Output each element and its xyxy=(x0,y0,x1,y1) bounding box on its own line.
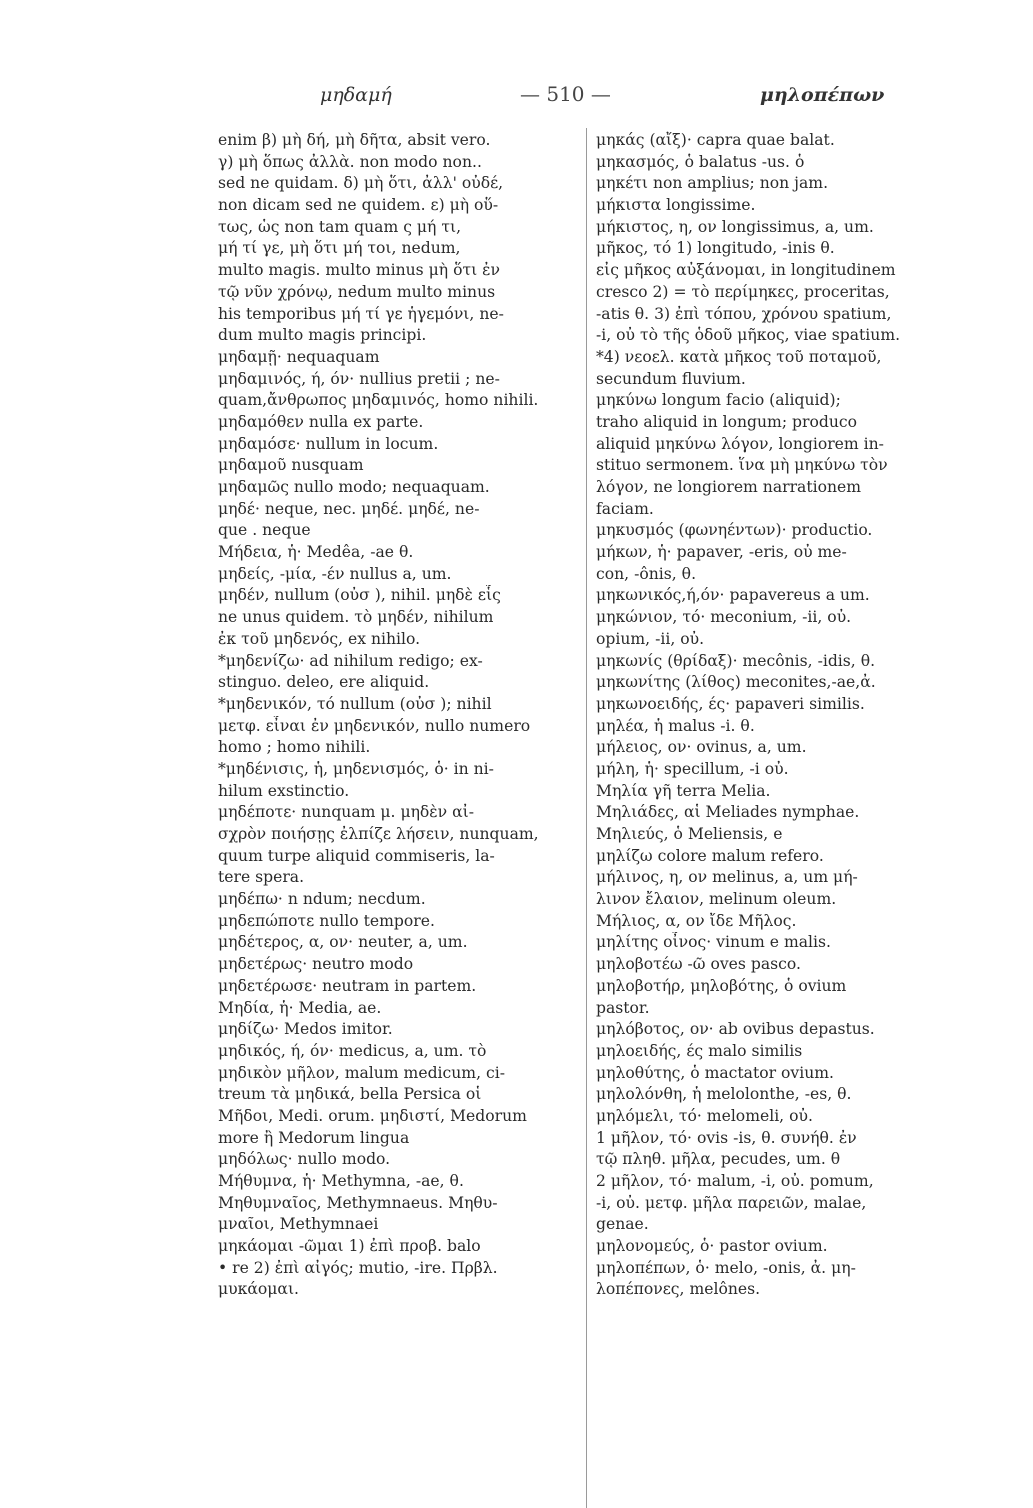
entry-line: μηδετέρως· neutro modo xyxy=(218,955,414,974)
entry-line: stituo sermonem. ἵνα μὴ μηκύνω τὸν xyxy=(596,456,888,475)
entry-line: *μηδένισις, ἡ, μηδενισμός, ὁ· in ni- xyxy=(218,759,494,778)
entry-line: μήκιστα longissime. xyxy=(596,196,756,215)
entry-line: μηκωνίς (θρίδαξ)· mecônis, -idis, θ. xyxy=(596,651,876,670)
entry-line: non dicam sed ne quidem. ε) μὴ οὕ- xyxy=(218,196,499,215)
entry-line: μηλόβοτος, ον· ab ovibus depastus. xyxy=(596,1020,875,1039)
entry-line: μηκάς (αἴξ)· capra quae balat. xyxy=(596,131,835,149)
entry-line: traho aliquid in longum; produco xyxy=(596,412,858,431)
entry-line: μηλίζω colore malum refero. xyxy=(596,846,824,865)
entry-line: treum τὰ μηδικά, bella Persica οἱ xyxy=(218,1085,482,1104)
entry-line: μηδαμόθεν nulla ex parte. xyxy=(218,412,424,431)
entry-line: sed ne quidam. δ) μὴ ὅτι, ἀλλ' οὐδέ, xyxy=(218,174,504,193)
entry-line: γ) μὴ ὅπως ἀλλὰ. non modo non.. xyxy=(218,152,482,171)
entry-line: μηλέα, ἡ malus -i. θ. xyxy=(596,716,755,735)
entry-line: μήλη, ἡ· specillum, -i οὐ. xyxy=(596,759,789,778)
entry-line: multo magis. multo minus μὴ ὅτι ἐν xyxy=(218,261,501,280)
entry-line: μηκωνοειδής, ές· papaveri similis. xyxy=(596,694,865,713)
entry-line: μηδαμῶς nullo modo; nequaquam. xyxy=(218,478,490,496)
entry-line: τῷ πληθ. μῆλα, pecudes, um. θ xyxy=(596,1150,841,1169)
entry-line: aliquid μηκύνω λόγον, longiorem in- xyxy=(596,434,884,453)
entry-line: μηλοειδής, ές malo similis xyxy=(596,1041,803,1060)
entry-line: λοπέπονες, melônes. xyxy=(596,1280,761,1299)
entry-line: μήκιστος, η, ον longissimus, a, um. xyxy=(596,217,874,236)
entry-line: Μηλιεύς, ὁ Meliensis, e xyxy=(596,825,783,843)
column-divider xyxy=(586,128,587,1508)
entry-line: μηλοπέπων, ὁ· melo, -onis, ἀ. μη- xyxy=(596,1258,856,1277)
entry-line: μηλοβοτέω -ῶ oves pasco. xyxy=(596,955,801,974)
entry-line: que . neque xyxy=(218,521,311,540)
entry-line: *μηδενικόν, τό nullum (οὐσ ); nihil xyxy=(218,694,492,713)
entry-line: μηδικὸν μῆλον, malum medicum, ci- xyxy=(218,1063,505,1082)
entry-line: μή τί γε, μὴ ὅτι μή τοι, nedum, xyxy=(218,239,461,258)
entry-line: μηδαμοῦ nusquam xyxy=(218,456,364,475)
entry-line: μηδετέρωσε· neutram in partem. xyxy=(218,976,477,995)
entry-line: μηδαμινός, ή, όν· nullius pretii ; ne- xyxy=(218,369,500,388)
entry-line: μηδέτερος, α, ον· neuter, a, um. xyxy=(218,933,468,952)
entry-line: -i, οὐ τὸ τῆς ὁδοῦ μῆκος, viae spatium. xyxy=(596,326,901,345)
entry-line: μήλειος, ον· ovinus, a, um. xyxy=(596,738,807,757)
left-column xyxy=(218,130,582,1301)
entry-line: μηδικός, ή, όν· medicus, a, um. τὸ xyxy=(218,1041,487,1060)
entry-line: enim β) μὴ δή, μὴ δῆτα, absit vero. xyxy=(218,131,491,149)
entry-line: μηκάομαι -ῶμαι 1) ἐπὶ προβ. balo xyxy=(218,1237,481,1256)
entry-line: μηλοθύτης, ὁ mactator ovium. xyxy=(596,1063,834,1082)
entry-line: μηκύνω longum facio (aliquid); xyxy=(596,391,841,410)
entry-line: his temporibus μή τί γε ἡγεμόνι, ne- xyxy=(218,304,504,323)
entry-line: μηδαμῇ· nequaquam xyxy=(218,347,380,366)
entry-line: Μήθυμνα, ἡ· Methymna, -ae, θ. xyxy=(218,1172,464,1190)
entry-line: εἰς μῆκος αὐξάνομαι, in longitudinem xyxy=(596,261,896,280)
entry-line: μηδεπώποτε nullo tempore. xyxy=(218,911,435,930)
entry-line: cresco 2) = τὸ περίμηκες, proceritas, xyxy=(596,282,890,301)
entry-line: more ἢ Medorum lingua xyxy=(218,1128,410,1147)
entry-line: λόγον, ne longiorem narrationem xyxy=(596,478,862,496)
entry-line: μηκέτι non amplius; non jam. xyxy=(596,174,829,193)
entry-line: μηκωνικός,ή,όν· papavereus a um. xyxy=(596,586,870,605)
entry-line: μηκωνίτης (λίθος) meconites,-ae,ἀ. xyxy=(596,673,876,692)
entry-line: μηλονομεύς, ὁ· pastor ovium. xyxy=(596,1237,828,1256)
entry-line: genae. xyxy=(596,1215,649,1234)
entry-line: 1 μῆλον, τό· ovis -is, θ. συνήθ. ἐν xyxy=(596,1128,857,1147)
entry-line: μηδέ· neque, nec. μηδέ. μηδέ, ne- xyxy=(218,499,480,518)
entry-line: -atis θ. 3) ἐπὶ τόπου, χρόνου spatium, xyxy=(596,304,892,323)
entry-line: *4) νεοελ. κατὰ μῆκος τοῦ ποταμοῦ, xyxy=(596,347,882,366)
entry-line: con, -ônis, θ. xyxy=(596,564,697,583)
entry-line: μηλόμελι, τό· melomeli, οὐ. xyxy=(596,1106,813,1125)
entry-line: μηδαμόσε· nullum in locum. xyxy=(218,434,439,453)
entry-line: stinguo. deleo, ere aliquid. xyxy=(218,673,430,692)
entry-line: Μηδία, ἡ· Media, ae. xyxy=(218,998,382,1017)
entry-line: μηκυσμός (φωνηέντων)· productio. xyxy=(596,521,873,540)
entry-line: Μῆδοι, Medi. orum. μηδιστί, Medorum xyxy=(218,1106,527,1125)
right-column xyxy=(596,130,992,1301)
entry-line: λινον ἔλαιον, melinum oleum. xyxy=(596,890,837,909)
entry-line: μηκώνιον, τό· meconium, -ii, οὐ. xyxy=(596,608,852,627)
entry-line: μῆκος, τό 1) longitudo, -inis θ. xyxy=(596,239,835,258)
entry-line: homo ; homo nihili. xyxy=(218,738,371,757)
entry-line: μηδέν, nullum (οὐσ ), nihil. μηδὲ εἷς xyxy=(218,586,501,605)
page-number: — 510 — xyxy=(520,82,611,106)
entry-line: τως, ὡς non tam quam ς μή τι, xyxy=(218,217,462,236)
entry-line: σχρὸν ποιήσῃς ἐλπίζε λήσειν, nunquam, xyxy=(218,825,539,843)
entry-line: faciam. xyxy=(596,499,654,518)
entry-line: μναῖοι, Methymnaei xyxy=(218,1215,379,1234)
page-header xyxy=(0,84,1033,114)
entry-line: μηκασμός, ὁ balatus -us. ὁ xyxy=(596,152,805,171)
entry-line: μηλοβοτήρ, μηλοβότης, ὁ ovium xyxy=(596,976,847,995)
entry-line: μηδίζω· Medos imitor. xyxy=(218,1020,393,1039)
entry-line: *μηδενίζω· ad nihilum redigo; ex- xyxy=(218,651,483,670)
entry-line: μηδόλως· nullo modo. xyxy=(218,1150,391,1169)
entry-line: 2 μῆλον, τό· malum, -i, οὐ. pomum, xyxy=(596,1172,874,1190)
entry-line: -i, οὐ. μετφ. μῆλα παρειῶν, malae, xyxy=(596,1193,867,1212)
entry-line: quam,ἄνθρωπος μηδαμινός, homo nihili. xyxy=(218,391,539,410)
entry-line: μετφ. εἶναι ἐν μηδενικόν, nullo numero xyxy=(218,716,531,735)
entry-line: τῷ νῦν χρόνῳ, nedum multo minus xyxy=(218,282,496,301)
entry-line: Μηθυμναῖος, Methymnaeus. Μηθυ- xyxy=(218,1193,498,1212)
entry-line: opium, -ii, οὐ. xyxy=(596,629,705,648)
header-left-guideword: μηδαμή xyxy=(320,84,392,106)
entry-line: Μήδεια, ἡ· Medêa, -ae θ. xyxy=(218,543,414,562)
entry-line: Μηλιάδες, αἱ Meliades nymphae. xyxy=(596,803,860,822)
entry-line: secundum fluvium. xyxy=(596,369,746,388)
entry-line: μηλολόνθη, ἡ melolonthe, -es, θ. xyxy=(596,1085,852,1104)
entry-line: tere spera. xyxy=(218,868,305,887)
header-right-guideword: μηλοπέπων xyxy=(760,84,885,106)
entry-line: Μηλία γῆ terra Melia. xyxy=(596,781,771,800)
entry-line: quum turpe aliquid commiseris, la- xyxy=(218,846,495,865)
entry-line: μηδέποτε· nunquam μ. μηδὲν αἰ- xyxy=(218,803,475,822)
entry-line: μηλίτης οἶνος· vinum e malis. xyxy=(596,933,831,952)
entry-line: pastor. xyxy=(596,998,650,1017)
entry-line: hilum exstinctio. xyxy=(218,781,350,800)
entry-line: μηδείς, -μία, -έν nullus a, um. xyxy=(218,564,452,583)
entry-line: dum multo magis principi. xyxy=(218,326,427,345)
entry-line: μήλινος, η, ον melinus, a, um μή- xyxy=(596,868,858,887)
entry-line: • re 2) ἐπὶ αἰγός; mutio, -ire. Πρβλ. xyxy=(218,1258,498,1277)
entry-line: ne unus quidem. τὸ μηδέν, nihilum xyxy=(218,608,494,627)
entry-line: μηδέπω· n ndum; necdum. xyxy=(218,890,426,909)
entry-line: Μήλιος, α, ον ἴδε Μῆλος. xyxy=(596,911,797,930)
entry-line: μήκων, ἡ· papaver, -eris, οὐ me- xyxy=(596,543,847,562)
entry-line: ἐκ τοῦ μηδενός, ex nihilo. xyxy=(218,629,421,648)
entry-line: μυκάομαι. xyxy=(218,1280,300,1299)
